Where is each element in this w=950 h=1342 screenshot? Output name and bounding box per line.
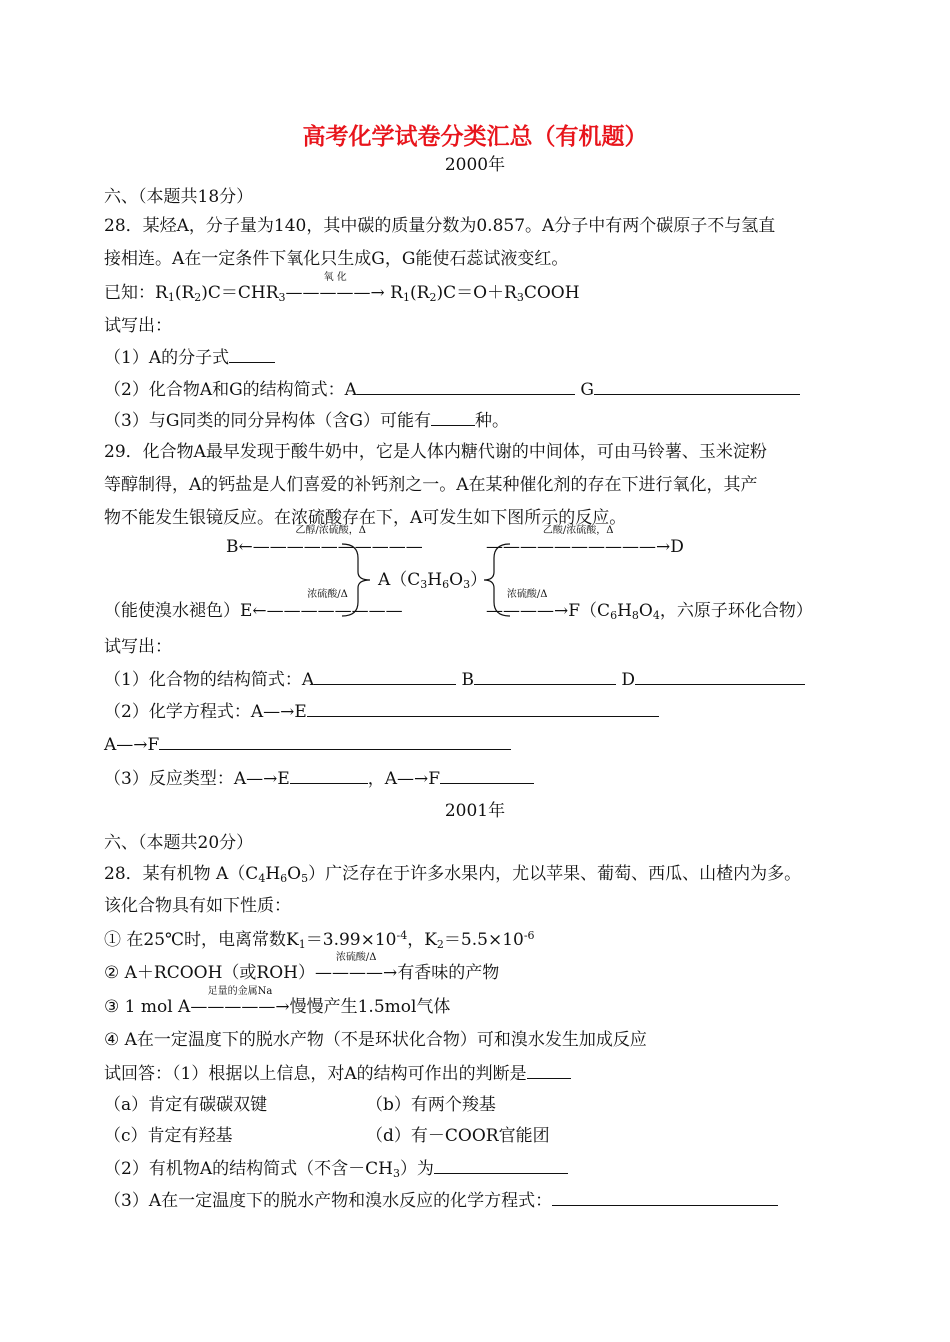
diagram-branch-D: 乙酸/浓硫酸，Δ ——————————→D (486, 525, 684, 557)
q28-part1: （1）A的分子式 (104, 346, 275, 369)
answer-blank[interactable] (290, 767, 368, 784)
q29-text-line3: 物不能发生银镜反应。在浓硫酸存在下，A可发生如下图所示的反应。 (104, 508, 627, 528)
answer-part3: （3）A在一定温度下的脱水产物和溴水反应的化学方程式： (104, 1189, 778, 1212)
answer-part2: （2）有机物A的结构简式（不含$-CH_3$）为 (104, 1157, 568, 1180)
option-b: （b）有两个羧基 (366, 1095, 496, 1115)
q29-part1: （1）化合物的结构简式：A B D (104, 668, 805, 691)
property-3: ③ 1 mol A 足量的金属Na —————→慢慢产生1.5mol气体 (104, 986, 451, 1017)
answer-blank[interactable] (434, 1157, 568, 1174)
known-reaction: 已知：$R_1(R_2)C=CHR_3$ 氧 化 —————→ $R_1(R_2)C=O+R_3COOH$ (104, 272, 580, 304)
answer-blank[interactable] (440, 767, 534, 784)
q29-text-line2: 等醇制得，A的钙盐是人们喜爱的补钙剂之一。A在某种催化剂的存在下进行氧化，其产 (104, 475, 758, 495)
q28-part2: （2）化合物A和G的结构简式：A G (104, 378, 800, 401)
property-2: ② A＋RCOOH（或ROH） 浓硫酸/Δ ————→有香味的产物 (104, 952, 500, 983)
option-c: （c）肯定有羟基 (104, 1126, 233, 1146)
year-heading-2000: 2000年 (444, 155, 506, 175)
diagram-branch-F: 浓硫酸/Δ $————\to F(C_6H_8O_4$，六原子环化合物） (486, 589, 813, 622)
q29-part3: （3）反应类型：A—→E ，A—→F (104, 767, 534, 790)
diagram-branch-B: B 乙醇/浓硫酸，Δ ←—————————— (226, 525, 423, 557)
q28b-text-line2: 该化合物具有如下性质： (104, 896, 291, 916)
answer-blank[interactable] (357, 378, 575, 395)
left-brace (340, 540, 380, 620)
property-1: ① 在25℃时，电离常数$K_1=3.99\times 10^{-4}$，$K_2=5.5\times 10^{-6}$ (104, 929, 535, 951)
q29-text-line1: 29．化合物A最早发现于酸牛奶中，它是人体内糖代谢的中间体，可由马铃薯、玉米淀粉 (104, 442, 767, 462)
try-write-label-2: 试写出： (104, 637, 172, 657)
q28-part3: （3）与G同类的同分异构体（含G）可能有 种。 (104, 411, 509, 431)
section-heading-2: 六、（本题共20分） (104, 833, 254, 853)
answer-part1: 试回答：（1）根据以上信息，对A的结构可作出的判断是 (104, 1062, 571, 1085)
year-heading-2001: 2001年 (444, 801, 506, 821)
answer-blank[interactable] (594, 378, 800, 395)
q29-part2-f: A—→F (104, 733, 511, 756)
answer-blank[interactable] (552, 1189, 778, 1206)
answer-blank[interactable] (431, 409, 475, 426)
answer-blank[interactable] (635, 668, 805, 685)
answer-blank[interactable] (527, 1062, 571, 1079)
q28b-text-line1: 28．某有机物 $A(C_4H_6O_5)$广泛存在于许多水果内，尤以苹果、葡萄、西瓜、山楂内为多。 (104, 864, 802, 885)
diagram-compound-A: $A(C_3H_6O_3)$ (378, 570, 488, 591)
q29-part2: （2）化学方程式：A—→E (104, 700, 659, 723)
answer-blank[interactable] (229, 346, 275, 363)
option-d: （d）有－COOR官能团 (366, 1126, 550, 1146)
answer-blank[interactable] (159, 733, 511, 750)
reaction-arrow: 氧 化 —————→ (285, 272, 385, 303)
diagram-branch-E: （能使溴水褪色）E 浓硫酸/Δ ←———————— (104, 589, 403, 621)
try-write-label: 试写出： (104, 316, 172, 336)
answer-blank[interactable] (307, 700, 659, 717)
option-a: （a）肯定有碳碳双键 (104, 1095, 268, 1115)
section-heading: 六、（本题共18分） (104, 187, 254, 207)
answer-blank[interactable] (474, 668, 616, 685)
page-title: 高考化学试卷分类汇总（有机题） (302, 124, 648, 150)
answer-blank[interactable] (314, 668, 456, 685)
q28-text-line2: 接相连。A在一定条件下氧化只生成G，G能使石蕊试液变红。 (104, 249, 569, 269)
property-4: ④ A在一定温度下的脱水产物（不是环状化合物）可和溴水发生加成反应 (104, 1030, 647, 1050)
q28-text-line1: 28．某烃A，分子量为140，其中碳的质量分数为0.857。A分子中有两个碳原子不与氢直 (104, 216, 776, 236)
